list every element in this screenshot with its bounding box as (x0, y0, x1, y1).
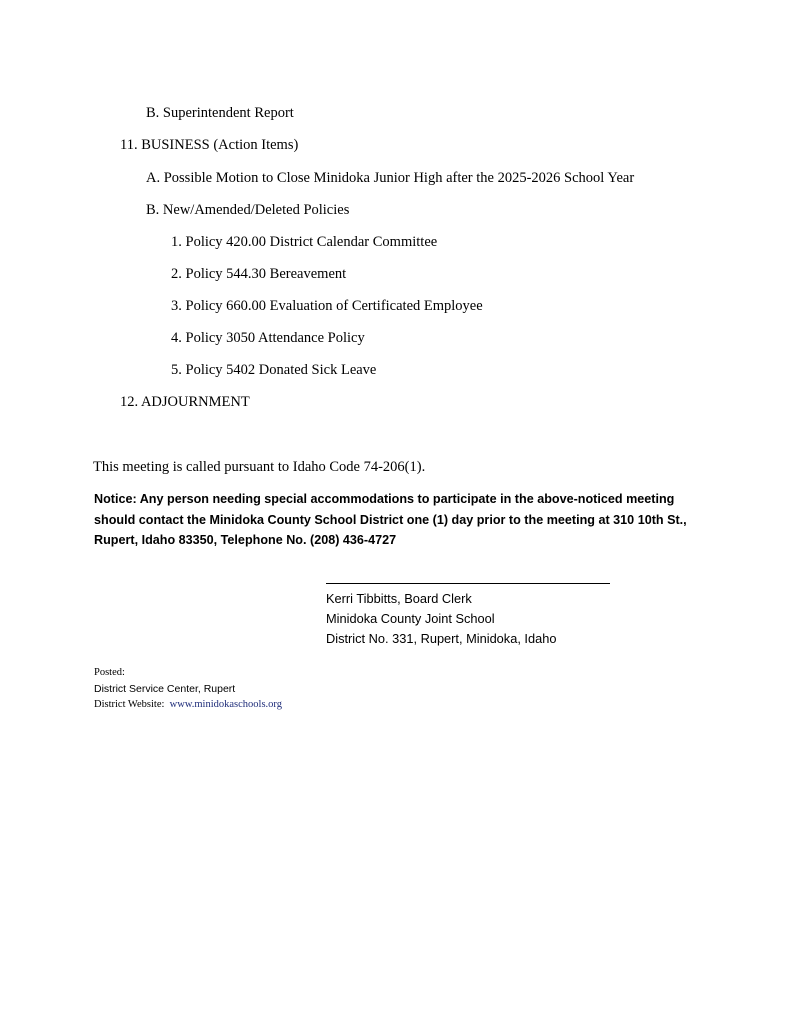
signature-line (326, 583, 610, 584)
signer-name-title: Kerri Tibbitts, Board Clerk (326, 591, 472, 606)
signer-org-line1: Minidoka County Joint School (326, 611, 495, 626)
policy-item: 3. Policy 660.00 Evaluation of Certificated Employee (171, 298, 483, 314)
agenda-section-business: 11. BUSINESS (Action Items) (120, 137, 299, 153)
posted-website (94, 697, 282, 713)
agenda-section-adjournment: 12. ADJOURNMENT (120, 394, 250, 410)
agenda-item-policies-heading: B. New/Amended/Deleted Policies (146, 202, 350, 218)
posted-label: Posted: (94, 667, 125, 678)
accommodations-notice: Notice: Any person needing special accommodations to participate in the above-noticed meeting should contact the Minidoka County School District one (1) day prior to the meeting at 310 10th St., Rupert, Idaho 83350, Telephone No. (208) 436-4727 (94, 492, 687, 547)
posted-location: District Service Center, Rupert (94, 683, 236, 695)
agenda-item-motion: A. Possible Motion to Close Minidoka Junior High after the 2025-2026 School Year (146, 170, 635, 186)
signer-org-line2: District No. 331, Rupert, Minidoka, Idaho (326, 631, 557, 646)
policy-item: 5. Policy 5402 Donated Sick Leave (171, 362, 377, 378)
agenda-item-superintendent-report: B. Superintendent Report (146, 105, 294, 121)
policy-item: 1. Policy 420.00 District Calendar Committee (171, 234, 438, 250)
meeting-statement: This meeting is called pursuant to Idaho Code 74-206(1). (93, 459, 426, 475)
website-link[interactable]: www.minidokaschools.org (169, 699, 282, 710)
website-label: District Website: (94, 699, 165, 710)
policy-item: 2. Policy 544.30 Bereavement (171, 266, 347, 282)
policy-item: 4. Policy 3050 Attendance Policy (171, 330, 365, 346)
